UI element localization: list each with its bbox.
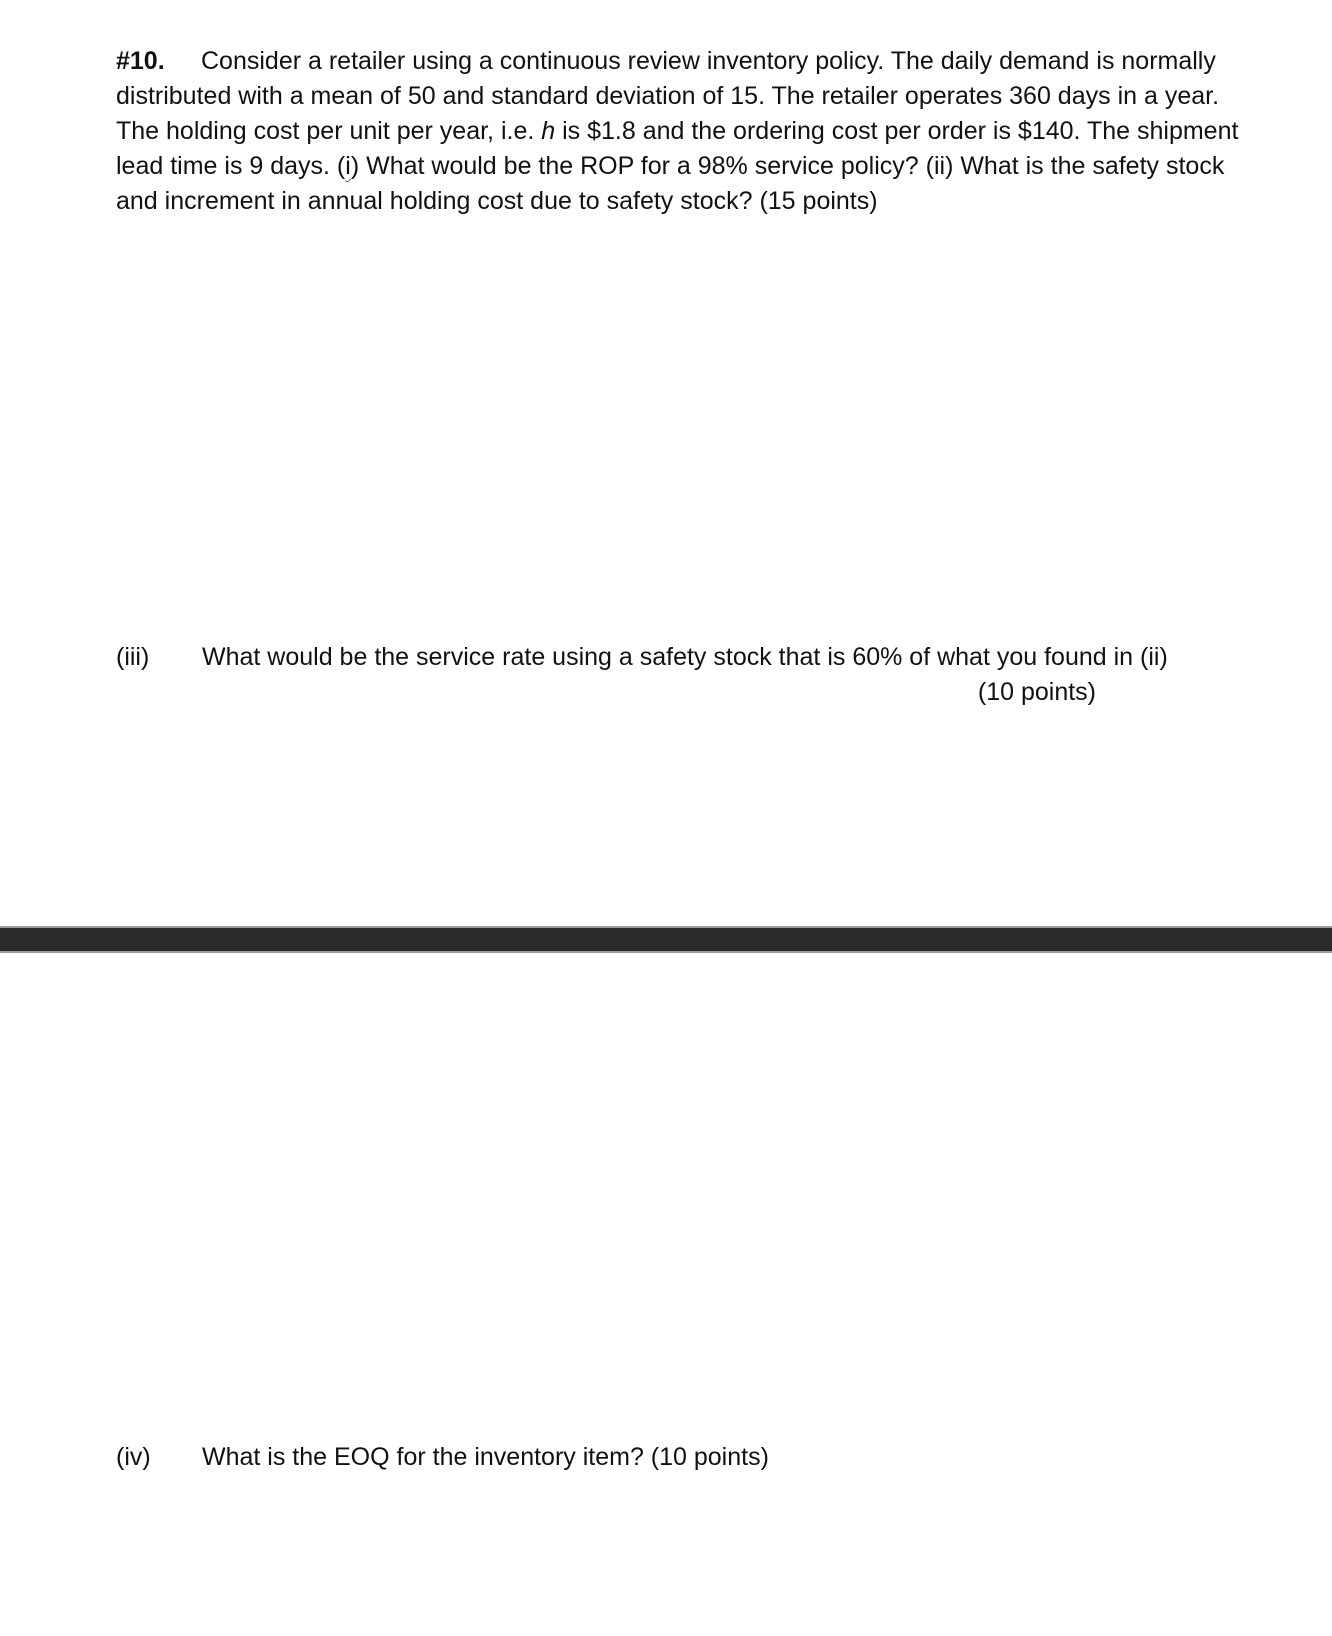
part-iii-points: (10 points) (977, 678, 1096, 706)
page-divider-bar (0, 926, 1332, 953)
part-iii-text: What would be the service rate using a safety stock that is 60% of what you found in (ii) (202, 643, 1168, 671)
question-number: #10. (116, 47, 165, 75)
part-iv-label: (iv) (116, 1443, 151, 1471)
part-iv-text: What is the EOQ for the inventory item? (10 points) (202, 1443, 769, 1471)
question-text-part-c: ) What would be the ROP for a 98% service policy? (ii) What is the safety stock and increment in annual holding cost due to safety stock? (15 points) (116, 152, 1225, 215)
question-text-part-a: Consider a retailer using a continuous review inventory policy. The daily demand is normally distributed with a mean of 50 and standard deviation of 15. The retailer operates 360 days in a year. The holding cost per unit per year, i.e. (116, 47, 1220, 145)
part-iii-label: (iii) (116, 643, 150, 671)
part-iii (116, 640, 1246, 710)
question-10-paragraph (116, 44, 1246, 219)
holding-cost-symbol: h (541, 117, 556, 145)
part-iv (116, 1440, 1246, 1475)
question-text-part-b: is $1.8 and the ordering cost per order is $140. The shipment lead time is 9 days. ( (116, 117, 1239, 180)
spellcheck-flagged-letter: i (345, 152, 351, 180)
